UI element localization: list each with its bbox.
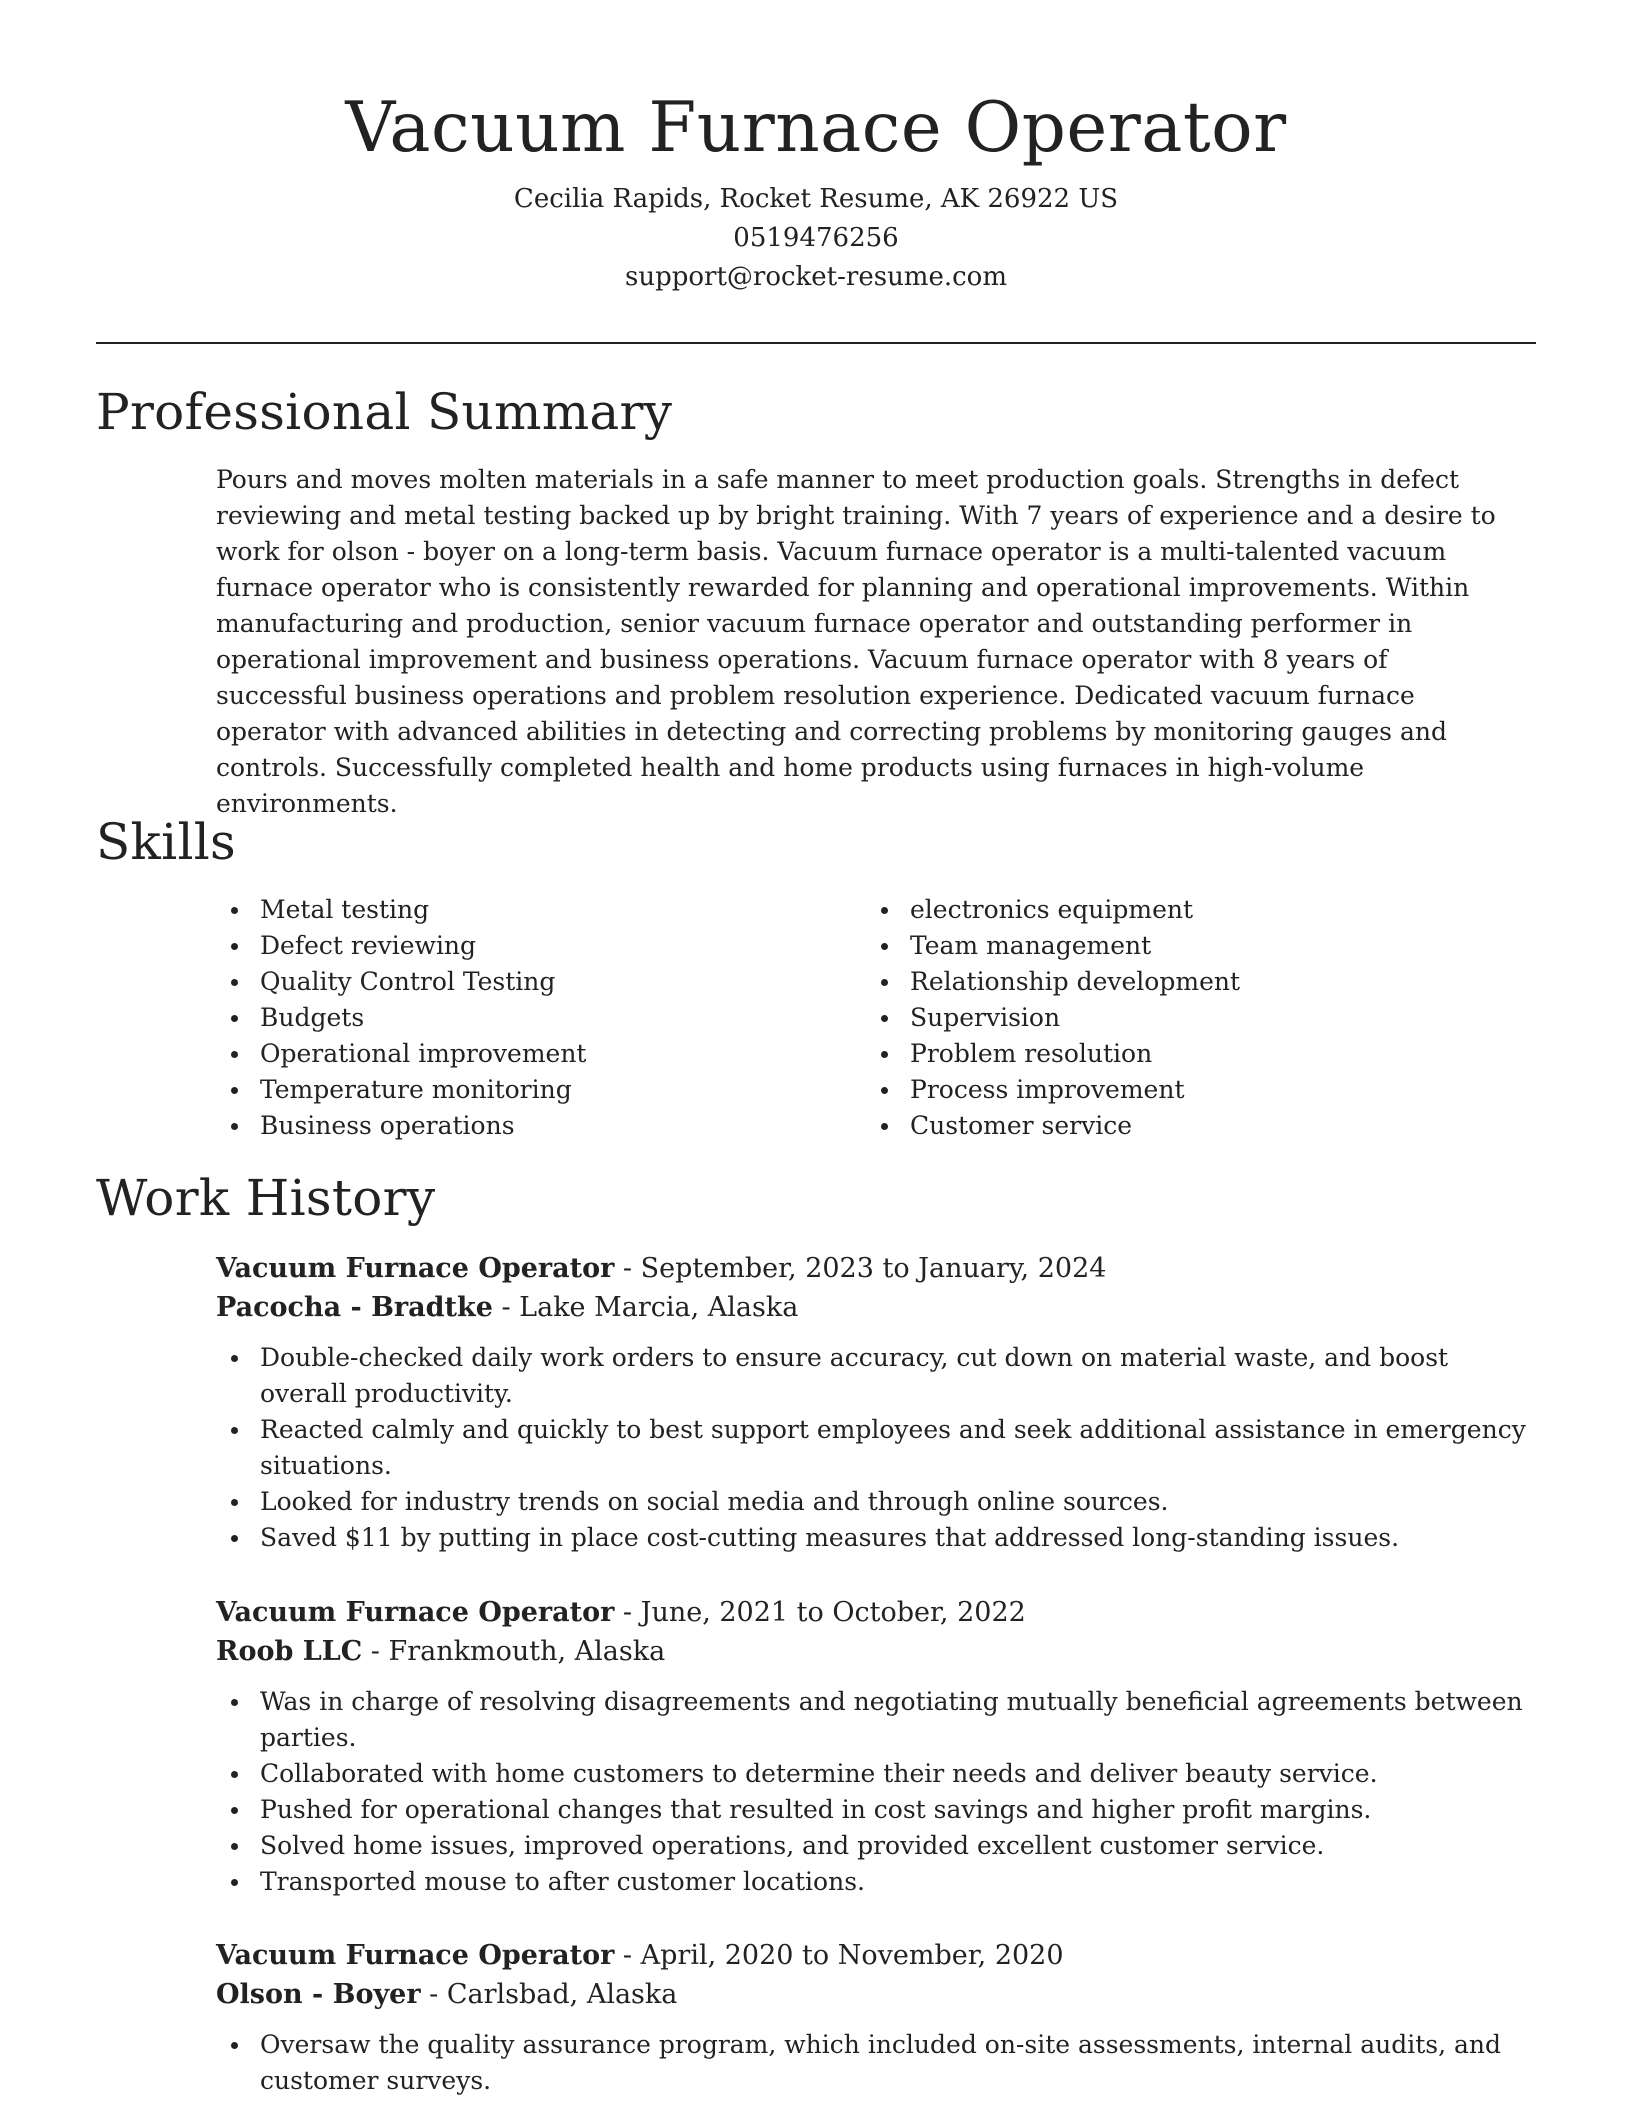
work-history-heading: Work History (96, 1169, 436, 1227)
job-bullet: Was in charge of resolving disagreements and negotiating mutually beneficial agreements between parties. (216, 1684, 1536, 1756)
summary-text: Pours and moves molten materials in a safe manner to meet production goals. Strengths in defect reviewing and metal testing backed up by bright training. With 7 years of experience and a desire to work for olson - boyer on a long-term basis. Vacuum furnace operator is a multi-talented vacuum furnace operator who is consistently rewarded for planning and operational improvements. Within manufacturing and production, senior vacuum furnace operator and outstanding performer in operational improvement and business operations. Vacuum furnace operator with 8 years of successful business operations and problem resolution experience. Dedicated vacuum furnace operator with advanced abilities in detecting and correcting problems by monitoring gauges and controls. Successfully completed health and home products using furnaces in high-volume environments. (216, 465, 1496, 818)
job-entry (216, 1936, 1536, 2099)
header-divider (96, 342, 1536, 344)
resume-header (96, 84, 1536, 297)
job-bullet: Oversaw the quality assurance program, which included on-site assessments, internal audits, and customer surveys. (216, 2027, 1536, 2099)
job-company-line (216, 1632, 1536, 1671)
job-dates: - June, 2021 to October, 2022 (614, 1597, 1026, 1628)
job-entry (216, 1249, 1536, 1556)
job-company-line (216, 1975, 1536, 2014)
skill-item: Customer service (866, 1108, 1506, 1144)
job-company: Olson - Boyer (216, 1979, 421, 2010)
job-bullet: Saved $11 by putting in place cost-cutting measures that addressed long-standing issues. (216, 1520, 1536, 1556)
job-title: Vacuum Furnace Operator (216, 1253, 615, 1284)
job-bullet: Looked for industry trends on social media and through online sources. (216, 1484, 1536, 1520)
summary-heading: Professional Summary (96, 383, 673, 441)
candidate-name: Vacuum Furnace Operator (345, 88, 1287, 168)
job-title-line (216, 1249, 1536, 1288)
job-dates: - September, 2023 to January, 2024 (614, 1253, 1107, 1284)
skill-item: Budgets (216, 1000, 856, 1036)
job-bullets (216, 1340, 1536, 1556)
job-bullets (216, 1684, 1536, 1900)
skill-item: Team management (866, 928, 1506, 964)
skill-item: Process improvement (866, 1072, 1506, 1108)
job-title: Vacuum Furnace Operator (216, 1940, 615, 1971)
job-location: - Lake Marcia, Alaska (492, 1292, 799, 1323)
skills-heading: Skills (96, 813, 236, 871)
skill-item: Operational improvement (216, 1036, 856, 1072)
job-company: Pacocha - Bradtke (216, 1292, 493, 1323)
job-location: - Frankmouth, Alaska (362, 1636, 666, 1667)
job-location: - Carlsbad, Alaska (420, 1979, 678, 2010)
job-title: Vacuum Furnace Operator (216, 1597, 615, 1628)
skill-item: Business operations (216, 1108, 856, 1144)
job-bullet: Double-checked daily work orders to ensure accuracy, cut down on material waste, and boost overall productivity. (216, 1340, 1536, 1412)
job-company-line (216, 1288, 1536, 1327)
job-bullet: Transported mouse to after customer locations. (216, 1864, 1536, 1900)
skill-item: Defect reviewing (216, 928, 856, 964)
job-bullets (216, 2027, 1536, 2099)
skills-list-left (216, 892, 856, 1144)
skills-list-right (866, 892, 1506, 1144)
address: Cecilia Rapids, Rocket Resume, AK 26922 US (513, 184, 1119, 214)
job-bullet: Collaborated with home customers to determine their needs and deliver beauty service. (216, 1756, 1536, 1792)
job-bullet: Reacted calmly and quickly to best support employees and seek additional assistance in emergency situations. (216, 1412, 1536, 1484)
skill-item: Quality Control Testing (216, 964, 856, 1000)
skill-item: Problem resolution (866, 1036, 1506, 1072)
job-company: Roob LLC (216, 1636, 363, 1667)
job-title-line (216, 1936, 1536, 1975)
phone-number: 0519476256 (733, 223, 899, 253)
job-bullet: Solved home issues, improved operations, and provided excellent customer service. (216, 1828, 1536, 1864)
skill-item: electronics equipment (866, 892, 1506, 928)
job-bullet: Pushed for operational changes that resulted in cost savings and higher profit margins. (216, 1792, 1536, 1828)
email-address: support@rocket-resume.com (624, 262, 1007, 292)
skill-item: Temperature monitoring (216, 1072, 856, 1108)
job-entry (216, 1593, 1536, 1900)
skill-item: Relationship development (866, 964, 1506, 1000)
job-title-line (216, 1593, 1536, 1632)
skill-item: Metal testing (216, 892, 856, 928)
skill-item: Supervision (866, 1000, 1506, 1036)
job-dates: - April, 2020 to November, 2020 (614, 1940, 1064, 1971)
